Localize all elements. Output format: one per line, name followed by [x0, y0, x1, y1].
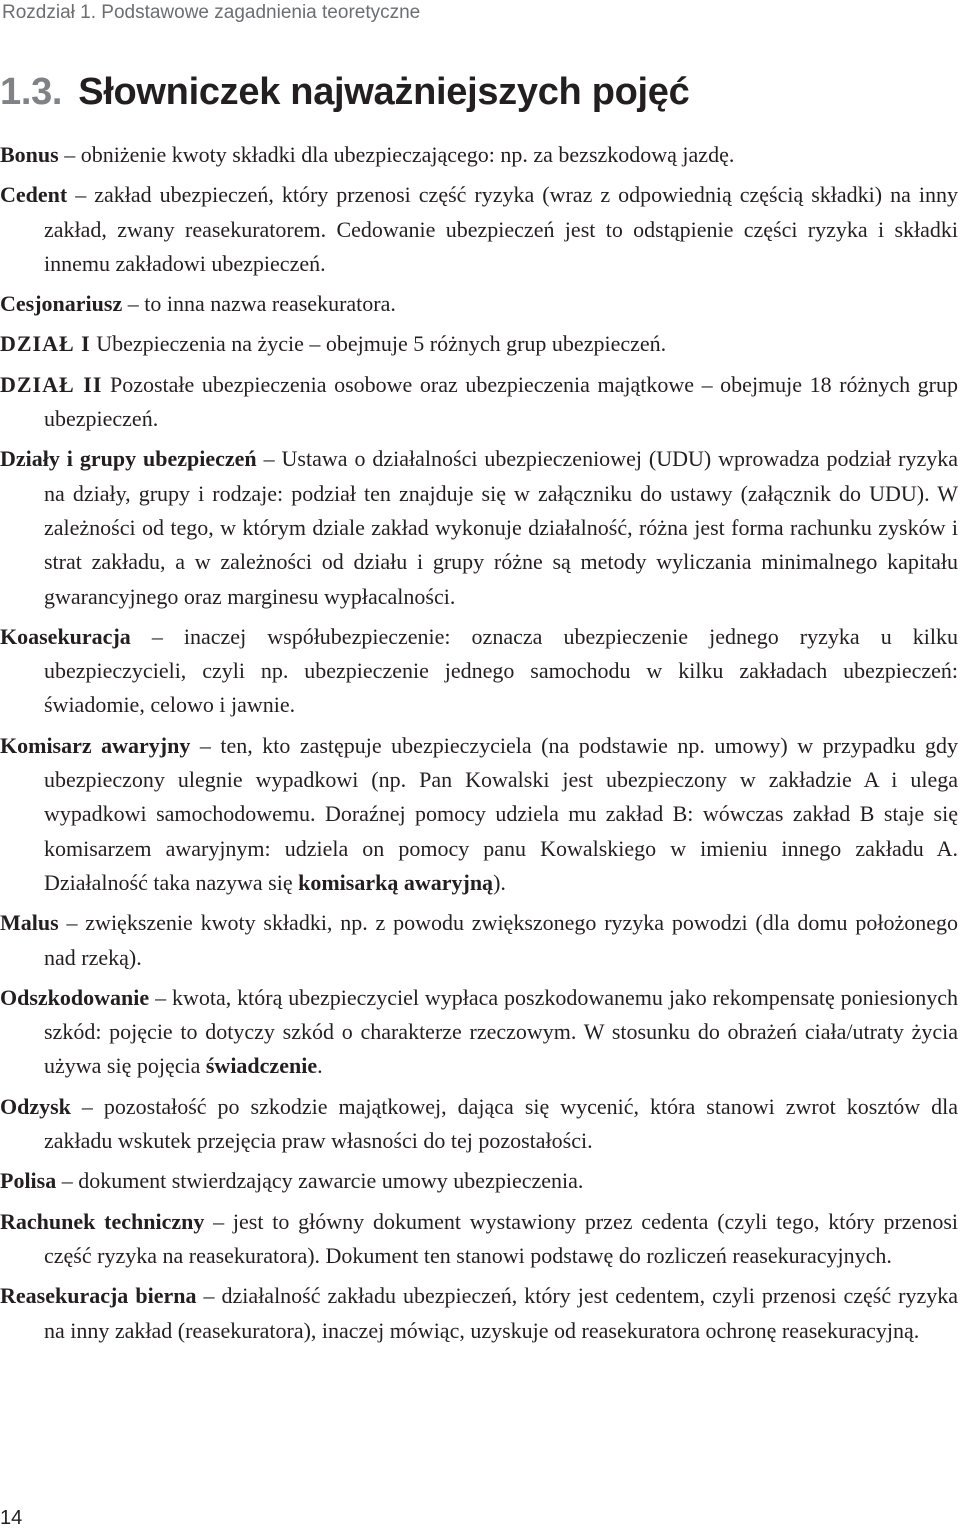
page-number: 14	[0, 1507, 23, 1529]
glossary-emphasis: świadczenie	[205, 1053, 318, 1079]
glossary-definition: Pozostałe ubezpieczenia osobowe oraz ubezpieczenia majątkowe – obejmuje 18 różnych grup ubezpieczeń.	[44, 371, 958, 432]
glossary-definition: – Ustawa o działalności ubezpieczeniowej (UDU) wprowadza podział ryzyka na działy, grupy i rodzaje: podział ten znajduje się w załączniku do ustawy (załącznik do UDU). W zależności od tego, w którym dziale zakład wykonuje działalność, różna jest forma rachunku zysków i strat zakładu, a w zależności od działu i grupy różne są metody wyliczania minimalnego kapitału gwarancyjnego oraz marginesu wypłacalności.	[44, 446, 958, 609]
glossary-definition: – kwota, którą ubezpieczyciel wypłaca poszkodowanemu jako rekompensatę poniesionych szkód: pojęcie to dotyczy szkód o charakterze rzeczowym. W stosunku do obrażeń ciała/utraty życia używa się pojęcia	[44, 984, 958, 1079]
glossary-entry-odzysk	[0, 1090, 958, 1159]
glossary-definition: – inaczej współubezpieczenie: oznacza ubezpieczenie jednego ryzyka u kilku ubezpieczycieli, czyli np. ubezpieczenie jednego samochodu w kilku zakładach ubezpieczeń: świadomie, celowo i jawnie.	[44, 623, 958, 718]
glossary-term: Odzysk	[0, 1093, 71, 1119]
glossary-term: DZIAŁ II	[0, 371, 103, 397]
glossary-term: Malus	[0, 910, 59, 936]
glossary-term: Komisarz awaryjny	[0, 732, 191, 758]
glossary-term: Cesjonariusz	[0, 291, 123, 317]
glossary-definition: – to inna nazwa reasekuratora.	[122, 291, 396, 317]
glossary-definition: – ten, kto zastępuje ubezpieczyciela (na podstawie np. umowy) w przypadku gdy ubezpieczony ulegnie wypadkowi (np. Pan Kowalski jest ubezpieczony w zakładzie A i ulega wypadkowi samochodowemu. Doraźnej pomocy udziela mu zakład B: wówczas zakład B staje się komisarzem awaryjnym: udziela on pomocy panu Kowalskiego w imieniu innego zakładu A. Działalność taka nazywa się	[44, 732, 958, 895]
section-number: 1.3.	[0, 71, 63, 113]
glossary-definition: – zakład ubezpieczeń, który przenosi część ryzyka (wraz z odpowiednią częścią składki) na inny zakład, zwany reasekuratorem. Cedowanie ubezpieczeń jest to odstąpienie części ryzyka i składki innemu zakładowi ubezpieczeń.	[44, 182, 958, 276]
glossary-definition: – pozostałość po szkodzie majątkowej, dająca się wycenić, która stanowi zwrot kosztów dla zakładu wskutek przejęcia praw własności do tej pozostałości.	[44, 1093, 958, 1154]
section-title	[0, 66, 689, 118]
glossary-term: Koasekuracja	[0, 623, 131, 649]
glossary-entry-bonus	[0, 138, 958, 172]
glossary-definition: – dokument stwierdzający zawarcie umowy ubezpieczenia.	[56, 1168, 584, 1194]
glossary-entry-koasekuracja	[0, 620, 958, 723]
glossary-entry-reasekuracja-bierna	[0, 1279, 958, 1348]
glossary-emphasis: komisarką awaryjną	[298, 869, 494, 895]
glossary-entry-dzial-1	[0, 327, 958, 361]
glossary-entry-cedent	[0, 178, 958, 281]
glossary	[0, 138, 958, 1354]
glossary-definition-tail: .	[317, 1053, 323, 1079]
glossary-definition-tail: ).	[493, 869, 506, 895]
glossary-term: Cedent	[0, 182, 68, 208]
glossary-term: Odszkodowanie	[0, 984, 150, 1010]
glossary-term: Reasekuracja bierna	[0, 1283, 197, 1309]
glossary-definition: – zwiększenie kwoty składki, np. z powodu zwiększonego ryzyka powodzi (dla domu położonego nad rzeką).	[44, 910, 958, 970]
glossary-term: Rachunek techniczny	[0, 1208, 205, 1234]
glossary-definition: Ubezpieczenia na życie – obejmuje 5 różnych grup ubezpieczeń.	[90, 331, 667, 357]
running-header: Rozdział 1. Podstawowe zagadnienia teoretyczne	[2, 2, 421, 23]
glossary-entry-dzial-2	[0, 368, 958, 437]
glossary-entry-malus	[0, 906, 958, 975]
glossary-entry-dzialy-i-grupy	[0, 442, 958, 613]
glossary-term: Polisa	[0, 1168, 57, 1194]
glossary-entry-rachunek-techniczny	[0, 1205, 958, 1274]
glossary-definition: – obniżenie kwoty składki dla ubezpieczającego: np. za bezszkodową jazdę.	[58, 142, 735, 167]
glossary-term: DZIAŁ I	[0, 331, 91, 357]
glossary-definition: – działalność zakładu ubezpieczeń, który jest cedentem, czyli przenosi część ryzyka na inny zakład (reasekuratora), inaczej mówiąc, uzyskuje od reasekuratora ochronę reasekuracyjną.	[44, 1283, 958, 1343]
glossary-term: Działy i grupy ubezpieczeń	[0, 446, 257, 472]
glossary-entry-polisa	[0, 1164, 958, 1198]
glossary-entry-odszkodowanie	[0, 981, 958, 1084]
glossary-term: Bonus	[0, 142, 59, 167]
glossary-entry-cesjonariusz	[0, 287, 958, 321]
section-title-text: Słowniczek najważniejszych pojęć	[78, 71, 690, 113]
glossary-entry-komisarz-awaryjny	[0, 729, 958, 900]
glossary-definition: – jest to główny dokument wystawiony przez cedenta (czyli tego, który przenosi część ryzyka na reasekuratora). Dokument ten stanowi podstawę do rozliczeń reasekuracyjnych.	[44, 1208, 959, 1268]
